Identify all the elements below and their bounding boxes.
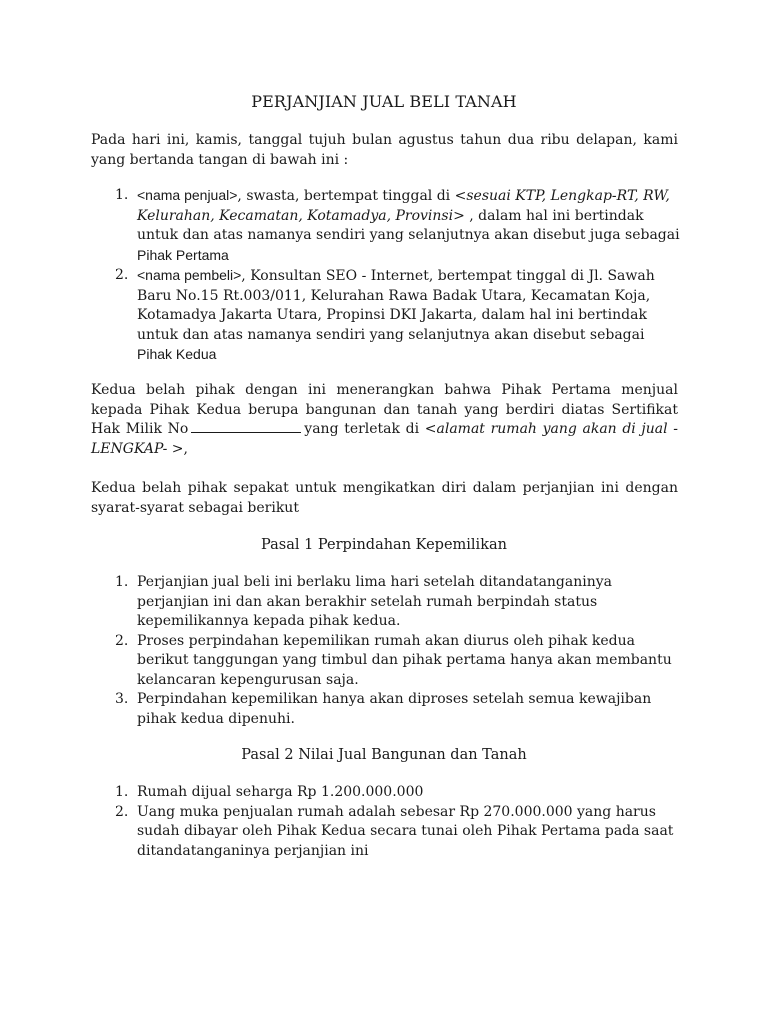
pasal-2-list — [91, 783, 691, 861]
seller-name-placeholder: <nama penjual> — [137, 187, 238, 203]
parties-list — [91, 186, 691, 366]
list-item: 2. Proses perpindahan kepemilikan rumah akan diurus oleh pihak kedua berikut tanggungan yang timbul dan pihak pertama hanya akan membantu kelancaran kepengurusan saja. — [115, 632, 672, 688]
certificate-number-blank — [191, 422, 301, 433]
party-text: , swasta, bertempat tinggal di — [237, 188, 455, 204]
section-heading-pasal-1: Pasal 1 Perpindahan Kepemilikan — [261, 537, 507, 553]
list-item: 2. Uang muka penjualan rumah adalah sebesar Rp 270.000.000 yang harus sudah dibayar oleh Pihak Kedua secara tunai oleh Pihak Pertama pada saat ditandatanganinya perjanjian ini — [115, 803, 674, 859]
list-item-party-1 — [91, 186, 691, 266]
pasal-1-list — [91, 573, 691, 729]
property-address-placeholder: <alamat rumah yang akan di jual - LENGKAP- > — [91, 421, 679, 457]
list-item: 1. Rumah dijual seharga Rp 1.200.000.000 — [115, 784, 424, 800]
list-item-party-2 — [91, 266, 691, 366]
list-item: 1. Perjanjian jual beli ini berlaku lima hari setelah ditandatanganinya perjanjian ini dan akan berakhir setelah rumah berpindah status kepemilikannya kepada pihak kedua. — [115, 574, 613, 629]
party-role-label: Pihak Pertama — [137, 246, 229, 263]
buyer-name-placeholder: <nama pembeli> — [137, 267, 242, 283]
section-heading-pasal-2: Pasal 2 Nilai Jual Bangunan dan Tanah — [241, 747, 527, 763]
list-number: 1. — [115, 187, 129, 203]
document-title: PERJANJIAN JUAL BELI TANAH — [251, 92, 517, 111]
party-text: , Konsultan SEO - Internet, bertempat tinggal di Jl. Sawah Baru No.15 Rt.003/011, Kelurahan Rawa Badak Utara, Kecamatan Koja, Kotamadya Jakarta Utara, Propinsi DKI Jakarta, dalam hal ini bertindak untuk dan atas namanya sendiri yang selanjutnya akan disebut sebagai — [137, 268, 655, 343]
agreement-paragraph: Kedua belah pihak sepakat untuk mengikatkan diri dalam perjanjian ini dengan syarat-syarat sebagai berikut — [91, 480, 678, 516]
opening-paragraph: Pada hari ini, kamis, tanggal tujuh bulan agustus tahun dua ribu delapan, kami yang bertanda tangan di bawah ini : — [91, 132, 678, 168]
seller-address-placeholder: <sesuai KTP, Lengkap-RT, RW, Kelurahan, Kecamatan, Kotamadya, Provinsi> — [137, 188, 670, 224]
party-text: , dalam hal ini bertindak untuk dan atas namanya sendiri yang selanjutnya akan disebut juga sebagai — [137, 207, 680, 243]
statement-paragraph: Kedua belah pihak dengan ini menerangkan bahwa Pihak Pertama menjual kepada Pihak Kedua berupa bangunan dan tanah yang berdiri diatas Sertifikat Hak Milik No yang terletak di <alamat rumah yang akan di jual - LENGKAP- >, — [91, 382, 679, 457]
party-role-label: Pihak Kedua — [137, 346, 217, 362]
list-item: 3. Perpindahan kepemilikan hanya akan diproses setelah semua kewajiban pihak kedua dipenuhi. — [115, 691, 652, 727]
list-number: 2. — [115, 267, 129, 283]
